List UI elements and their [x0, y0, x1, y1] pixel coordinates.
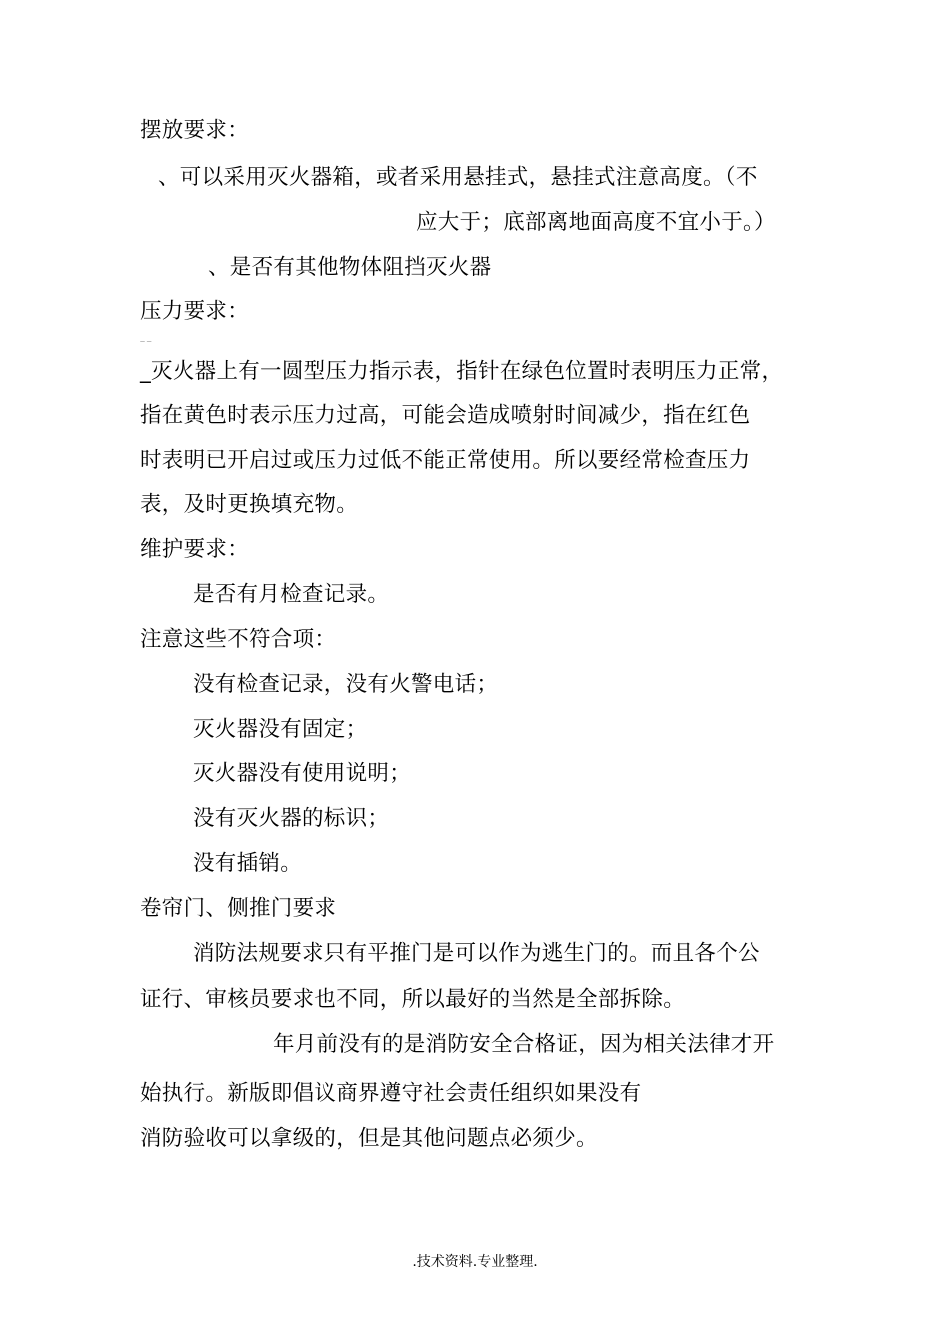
pressure-paragraph-line-1: _灭火器上有一圆型压力指示表，指针在绿色位置时表明压力正常，	[140, 359, 784, 384]
doors-paragraph-2-line-1: 年月前没有的是消防安全合格证，因为相关法律才开	[273, 1032, 775, 1057]
doors-paragraph-1-line-2: 证行、审核员要求也不同，所以最好的当然是全部拆除。	[140, 987, 686, 1012]
placement-item-1-line-1: 、可以采用灭火器箱，或者采用悬挂式，悬挂式注意高度。（不	[158, 165, 758, 190]
nonconformity-item: 没有灭火器的标识；	[193, 806, 390, 831]
placement-item-1-line-2: 应大于；底部离地面高度不宜小于。）	[416, 210, 776, 235]
nonconformity-item: 灭火器没有固定；	[193, 717, 368, 742]
maintenance-heading: 维护要求：	[140, 537, 250, 562]
placement-heading: 摆放要求：	[140, 118, 250, 143]
doors-paragraph-2-line-3: 消防验收可以拿级的，但是其他问题点必须少。	[140, 1126, 598, 1151]
pressure-paragraph-line-3: 时表明已开启过或压力过低不能正常使用。所以要经常检查压力	[140, 448, 751, 473]
pressure-paragraph-line-2: 指在黄色时表示压力过高，可能会造成喷射时间减少，指在红色	[140, 403, 751, 428]
pressure-heading: 压力要求：	[140, 299, 250, 324]
maintenance-item-1: 是否有月检查记录。	[193, 582, 390, 607]
nonconformity-item: 没有检查记录，没有火警电话；	[193, 672, 499, 697]
doors-paragraph-2-line-2: 始执行。新版即倡议商界遵守社会责任组织如果没有	[140, 1081, 642, 1106]
tiny-mark: — —	[140, 339, 152, 345]
nonconformities-heading: 注意这些不符合项：	[140, 627, 337, 652]
nonconformity-item: 灭火器没有使用说明；	[193, 761, 412, 786]
pressure-paragraph-line-4: 表，及时更换填充物。	[140, 492, 359, 517]
doors-heading: 卷帘门、侧推门要求	[140, 896, 337, 921]
page-footer: .技术资料.专业整理.	[412, 1254, 538, 1270]
doors-paragraph-1-line-1: 消防法规要求只有平推门是可以作为逃生门的。而且各个公	[193, 941, 760, 966]
nonconformity-item: 没有插销。	[193, 851, 303, 876]
placement-item-2: 、是否有其他物体阻挡灭火器	[208, 255, 492, 280]
